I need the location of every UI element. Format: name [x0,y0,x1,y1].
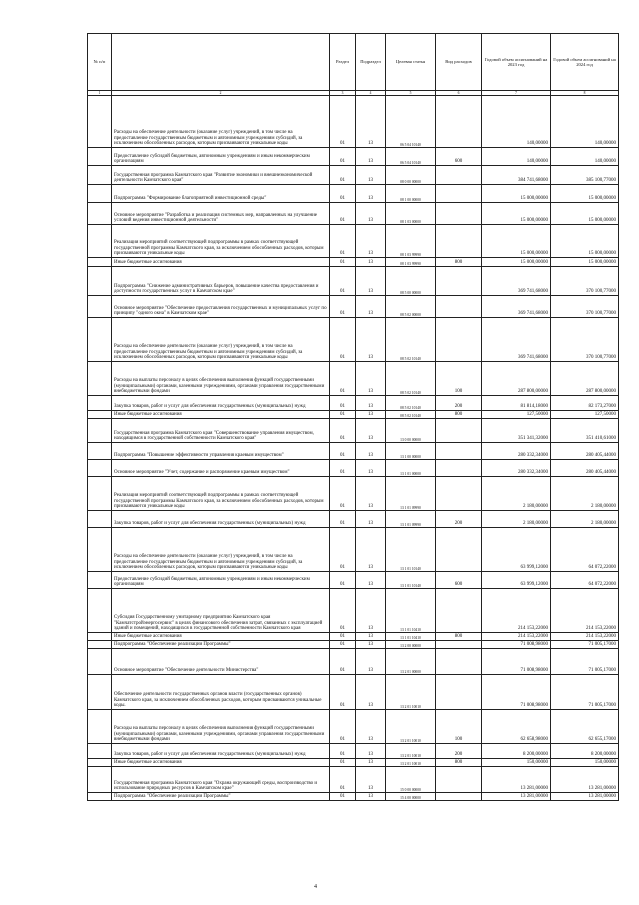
row-razdel: 01 [330,267,356,296]
header-expense-type: Вид расходов [436,34,482,91]
row-number-cell [88,460,112,477]
row-amount-2024: 64 072,22000 [551,528,619,572]
row-number-cell [88,166,112,185]
row-razdel: 01 [330,767,356,793]
row-expense-type: 800 [436,258,482,267]
row-amount-2023: 384 741,68000 [482,166,551,185]
row-expense-type [436,589,482,633]
row-target-article: 08 5 02 00000 [386,296,436,318]
row-amount-2023: 63 999,12000 [482,572,551,589]
row-expense-type: 100 [436,362,482,396]
table-row [88,96,619,148]
page-number: 4 [314,884,317,890]
row-podrazdel: 13 [356,649,386,675]
row-amount-2023: 214 153,22000 [482,589,551,633]
col-index: 3 [330,91,356,96]
row-expense-type [436,185,482,203]
table-row [88,793,619,801]
row-number-cell [88,267,112,296]
table-row [88,572,619,589]
row-amount-2024: 15 000,00000 [551,185,619,203]
header-name [112,34,330,91]
row-name: Государственная программа Камчатского края "Охрана окружающей среды, воспроизводство и использование природных ресурсов в Камчатском крае" [112,767,330,793]
row-target-article: 13 2 00 00000 [386,641,436,649]
row-podrazdel: 13 [356,759,386,767]
table-body [88,34,619,801]
row-amount-2024: 13 281,00000 [551,767,619,793]
row-razdel: 01 [330,641,356,649]
row-amount-2023: 369 741,68000 [482,267,551,296]
row-razdel: 01 [330,185,356,203]
row-amount-2024: 370 100,77000 [551,296,619,318]
row-amount-2023: 150,00000 [482,759,551,767]
row-podrazdel: 13 [356,203,386,225]
row-podrazdel: 13 [356,793,386,801]
row-target-article: 08 1 00 00000 [386,185,436,203]
row-amount-2023: 2 180,00000 [482,511,551,528]
header-target-article: Целевая статья [386,34,436,91]
row-expense-type [436,296,482,318]
row-podrazdel: 13 [356,96,386,148]
row-amount-2024: 71 005,17000 [551,649,619,675]
row-razdel: 01 [330,396,356,411]
table-row [88,318,619,362]
row-amount-2023: 63 999,12000 [482,528,551,572]
table-row [88,411,619,419]
row-expense-type [436,460,482,477]
row-target-article: 08 0 00 00000 [386,166,436,185]
row-podrazdel: 13 [356,443,386,460]
row-target-article: 13 1 01 09990 [386,511,436,528]
row-number-cell [88,362,112,396]
row-amount-2024: 214 153,22000 [551,633,619,641]
row-amount-2024: 214 153,22000 [551,589,619,633]
header-num: № п/п [88,34,112,91]
col-index: 7 [482,91,551,96]
row-number-cell [88,477,112,511]
row-podrazdel: 13 [356,572,386,589]
row-podrazdel: 13 [356,477,386,511]
row-razdel: 01 [330,589,356,633]
row-podrazdel: 13 [356,267,386,296]
row-amount-2024: 15 000,00000 [551,225,619,258]
row-name: Основное мероприятие "Разработка и реализация системных мер, направленных на улучшение условий ведения инвестиционной деятельности" [112,203,330,225]
row-amount-2023: 81 814,18000 [482,396,551,411]
row-amount-2023: 15 000,00000 [482,225,551,258]
row-name: Подпрограмма "Формирование благоприятной инвестиционной среды" [112,185,330,203]
row-name: Основное мероприятие "Обеспечение предоставления государственных и муниципальных услуг по принципу "одного окна" в Камчатском крае" [112,296,330,318]
row-expense-type [436,318,482,362]
row-amount-2024: 15 000,00000 [551,258,619,267]
row-amount-2023: 140,00000 [482,148,551,166]
table-row [88,710,619,744]
row-amount-2024: 13 281,00000 [551,793,619,801]
row-amount-2024: 71 005,17000 [551,641,619,649]
row-razdel: 01 [330,759,356,767]
row-razdel: 01 [330,225,356,258]
row-podrazdel: 13 [356,511,386,528]
row-target-article: 13 1 01 10410 [386,589,436,633]
row-target-article: 08 5 00 00000 [386,267,436,296]
row-expense-type [436,267,482,296]
row-name: Обеспечение деятельности государственных органов власти (государственных органов) Камчатского края, за исключением обособленных расходов, которым присваиваются уникальные коды. [112,675,330,710]
row-amount-2023: 13 281,00000 [482,767,551,793]
table-row [88,649,619,675]
row-amount-2023: 2 180,00000 [482,477,551,511]
row-expense-type: 600 [436,572,482,589]
row-razdel: 01 [330,793,356,801]
table-row [88,185,619,203]
row-name: Государственная программа Камчатского края "Развитие экономики и внешнеэкономической деятельности Камчатского края" [112,166,330,185]
row-amount-2023: 369 741,68000 [482,296,551,318]
row-amount-2024: 127,50000 [551,411,619,419]
table-row [88,267,619,296]
row-amount-2023: 280 332,34000 [482,443,551,460]
row-expense-type [436,641,482,649]
row-amount-2023: 127,50000 [482,411,551,419]
table-row [88,203,619,225]
row-amount-2023: 15 000,00000 [482,258,551,267]
row-number-cell [88,633,112,641]
row-name: Иные бюджетные ассигнования [112,633,330,641]
row-name: Расходы на выплаты персоналу в целях обеспечения выполнения функций государственными (муниципальными) органами, казенными учреждениями, органами управления государственными внебюджетными фондами [112,362,330,396]
row-razdel: 01 [330,296,356,318]
row-amount-2023: 15 000,00000 [482,203,551,225]
row-podrazdel: 13 [356,710,386,744]
table-row [88,744,619,759]
row-target-article: 13 1 01 10140 [386,572,436,589]
row-number-cell [88,793,112,801]
row-amount-2023: 71 008,98000 [482,675,551,710]
row-name: Иные бюджетные ассигнования [112,759,330,767]
row-target-article: 15 4 00 00000 [386,793,436,801]
row-amount-2024: 64 072,22000 [551,572,619,589]
row-target-article: 08 1 03 99990 [386,258,436,267]
row-razdel: 01 [330,96,356,148]
row-razdel: 01 [330,166,356,185]
table-row [88,362,619,396]
row-amount-2024: 71 005,17000 [551,675,619,710]
row-number-cell [88,641,112,649]
row-name: Закупка товаров, работ и услуг для обеспечения государственных (муниципальных) нужд [112,511,330,528]
row-amount-2023: 280 332,34000 [482,460,551,477]
row-name: Подпрограмма "Повышение эффективности управления краевым имуществом" [112,443,330,460]
row-number-cell [88,396,112,411]
row-podrazdel: 13 [356,744,386,759]
row-name: Подпрограмма "Обеспечение реализации Программы" [112,641,330,649]
row-amount-2024: 385 100,77000 [551,166,619,185]
row-name: Иные бюджетные ассигнования [112,411,330,419]
row-amount-2023: 369 741,68000 [482,318,551,362]
row-name: Иные бюджетные ассигнования [112,258,330,267]
row-razdel: 01 [330,744,356,759]
row-number-cell [88,258,112,267]
row-podrazdel: 13 [356,318,386,362]
table-row [88,767,619,793]
row-podrazdel: 13 [356,148,386,166]
row-name: Предоставление субсидий бюджетным, автономным учреждениям и иным некоммерческим организациям [112,148,330,166]
table-row [88,528,619,572]
col-index: 1 [88,91,112,96]
row-name: Основное мероприятие "Обеспечение деятельности Министерства" [112,649,330,675]
row-expense-type: 100 [436,710,482,744]
header-razdel: Раздел [330,34,356,91]
table-row [88,759,619,767]
row-expense-type [436,203,482,225]
row-expense-type: 800 [436,633,482,641]
table-row [88,166,619,185]
col-index: 5 [386,91,436,96]
row-name: Основное мероприятие "Учет, содержание и распоряжение краевым имуществом" [112,460,330,477]
row-podrazdel: 13 [356,296,386,318]
row-razdel: 01 [330,528,356,572]
row-expense-type: 200 [436,396,482,411]
table-row [88,589,619,633]
row-podrazdel: 13 [356,641,386,649]
row-number-cell [88,572,112,589]
row-name: Реализация мероприятий соответствующей подпрограммы в рамках соответствующей государственной программы Камчатского края, за исключением обособленных расходов, которым присваиваются уникальные коды [112,225,330,258]
row-name: Подпрограмма "Снижение административных барьеров, повышение качества предоставления и доступности государственных услуг в Камчатском крае" [112,267,330,296]
row-expense-type [436,649,482,675]
row-number-cell [88,744,112,759]
row-target-article: 06 5 04 10140 [386,148,436,166]
row-number-cell [88,225,112,258]
row-amount-2024: 140,00000 [551,96,619,148]
row-amount-2024: 150,00000 [551,759,619,767]
row-target-article: 13 2 01 10010 [386,744,436,759]
row-name: Закупка товаров, работ и услуг для обеспечения государственных (муниципальных) нужд [112,396,330,411]
col-index: 4 [356,91,386,96]
row-razdel: 01 [330,362,356,396]
table-row [88,460,619,477]
row-number-cell [88,767,112,793]
row-razdel: 01 [330,649,356,675]
row-number-cell [88,443,112,460]
row-number-cell [88,649,112,675]
row-podrazdel: 13 [356,166,386,185]
row-podrazdel: 13 [356,362,386,396]
row-name: Расходы на выплаты персоналу в целях обеспечения выполнения функций государственными (муниципальными) органами, казенными учреждениями, органами управления государственными внебюджетными фондами [112,710,330,744]
row-podrazdel: 13 [356,589,386,633]
row-razdel: 01 [330,411,356,419]
row-target-article: 13 1 01 10140 [386,528,436,572]
row-podrazdel: 13 [356,675,386,710]
row-number-cell [88,710,112,744]
row-podrazdel: 13 [356,528,386,572]
row-amount-2024: 287 800,00000 [551,362,619,396]
table-row [88,633,619,641]
row-expense-type [436,225,482,258]
col-index: 2 [112,91,330,96]
row-target-article: 08 5 02 10140 [386,411,436,419]
row-amount-2024: 351 410,61000 [551,419,619,443]
row-number-cell [88,185,112,203]
row-expense-type [436,96,482,148]
row-amount-2024: 82 173,27000 [551,396,619,411]
row-expense-type: 200 [436,744,482,759]
header-row [88,34,619,91]
row-amount-2024: 280 405,44000 [551,443,619,460]
row-number-cell [88,148,112,166]
row-amount-2024: 370 100,77000 [551,318,619,362]
header-podrazdel: Подраздел [356,34,386,91]
row-number-cell [88,203,112,225]
row-razdel: 01 [330,511,356,528]
row-name: Подпрограмма "Обеспечение реализации Программы" [112,793,330,801]
row-target-article: 08 5 02 10140 [386,362,436,396]
table-row [88,443,619,460]
header-2023: Годовой объем ассигнований на 2023 год [482,34,551,91]
row-name: Субсидия Государственному унитарному предприятию Камчатского края "Камчатстройэнергосервис" в целях финансового обеспечения затрат, связанных с эксплуатацией зданий и помещений, находящихся в государственной собственности Камчатского края [112,589,330,633]
row-razdel: 01 [330,675,356,710]
row-target-article: 13 1 00 00000 [386,443,436,460]
row-amount-2023: 71 008,98000 [482,649,551,675]
row-amount-2023: 287 800,00000 [482,362,551,396]
table-row [88,396,619,411]
row-number-cell [88,528,112,572]
table-row [88,641,619,649]
row-amount-2023: 71 008,98000 [482,641,551,649]
row-amount-2023: 351 341,32000 [482,419,551,443]
row-number-cell [88,96,112,148]
row-razdel: 01 [330,477,356,511]
row-amount-2023: 140,00000 [482,96,551,148]
row-name: Предоставление субсидий бюджетным, автономным учреждениям и иным некоммерческим организациям [112,572,330,589]
row-expense-type [436,166,482,185]
row-target-article: 08 1 03 00000 [386,203,436,225]
row-expense-type [436,477,482,511]
row-expense-type [436,675,482,710]
row-podrazdel: 13 [356,258,386,267]
row-name: Расходы на обеспечение деятельности (оказание услуг) учреждений, в том числе на предоставление государственным бюджетным и автономным учреждениям субсидий, за исключением обособленных расходов, которым присваиваются уникальные коды [112,528,330,572]
row-target-article: 13 0 00 00000 [386,419,436,443]
row-amount-2023: 15 000,00000 [482,185,551,203]
row-amount-2024: 8 200,00000 [551,744,619,759]
row-expense-type [436,767,482,793]
row-expense-type [436,419,482,443]
row-target-article: 13 1 01 09990 [386,477,436,511]
row-razdel: 01 [330,419,356,443]
row-expense-type [436,443,482,460]
row-expense-type: 800 [436,759,482,767]
row-target-article: 13 1 01 00000 [386,460,436,477]
budget-table [87,33,619,801]
table-row [88,675,619,710]
row-target-article: 13 1 01 10410 [386,633,436,641]
row-amount-2024: 2 180,00000 [551,511,619,528]
row-amount-2024: 15 000,00000 [551,203,619,225]
row-amount-2023: 62 658,98000 [482,710,551,744]
row-target-article: 08 5 02 10140 [386,318,436,362]
row-podrazdel: 13 [356,411,386,419]
row-number-cell [88,511,112,528]
row-expense-type: 600 [436,148,482,166]
row-razdel: 01 [330,443,356,460]
row-target-article: 06 5 04 10140 [386,96,436,148]
row-amount-2024: 280 405,44000 [551,460,619,477]
row-target-article: 08 5 02 10140 [386,396,436,411]
row-amount-2023: 8 200,00000 [482,744,551,759]
row-target-article: 13 2 01 10010 [386,759,436,767]
row-name: Закупка товаров, работ и услуг для обеспечения государственных (муниципальных) нужд [112,744,330,759]
table-row [88,419,619,443]
row-number-cell [88,296,112,318]
row-razdel: 01 [330,318,356,362]
row-razdel: 01 [330,258,356,267]
row-razdel: 01 [330,710,356,744]
row-amount-2023: 214 153,22000 [482,633,551,641]
row-razdel: 01 [330,203,356,225]
header-2024: Годовой объем ассигнований на 2024 год [551,34,619,91]
row-name: Государственная программа Камчатского края "Совершенствование управления имуществом, находящимся в государственной собственности Камчатского края" [112,419,330,443]
row-amount-2024: 140,00000 [551,148,619,166]
row-amount-2023: 13 281,00000 [482,793,551,801]
table-row [88,477,619,511]
row-name: Расходы на обеспечение деятельности (оказание услуг) учреждений, в том числе на предоставление государственным бюджетным и автономным учреждениям субсидий, за исключением обособленных расходов, которым присваиваются уникальные коды [112,96,330,148]
row-expense-type: 200 [436,511,482,528]
row-number-cell [88,318,112,362]
row-target-article: 13 2 01 10010 [386,710,436,744]
row-target-article: 08 1 03 99990 [386,225,436,258]
row-expense-type [436,793,482,801]
table-row [88,296,619,318]
row-podrazdel: 13 [356,185,386,203]
row-razdel: 01 [330,572,356,589]
row-podrazdel: 13 [356,633,386,641]
row-razdel: 01 [330,148,356,166]
col-index: 6 [436,91,482,96]
table-row [88,511,619,528]
table-row [88,225,619,258]
row-number-cell [88,411,112,419]
row-podrazdel: 13 [356,225,386,258]
row-number-cell [88,759,112,767]
row-amount-2024: 2 180,00000 [551,477,619,511]
row-target-article: 13 2 01 00000 [386,649,436,675]
row-razdel: 01 [330,633,356,641]
row-target-article: 15 0 00 00000 [386,767,436,793]
row-target-article: 13 2 01 10010 [386,675,436,710]
col-index: 8 [551,91,619,96]
row-amount-2024: 370 100,77000 [551,267,619,296]
row-podrazdel: 13 [356,396,386,411]
row-amount-2024: 62 655,17000 [551,710,619,744]
row-name: Расходы на обеспечение деятельности (оказание услуг) учреждений, в том числе на предоставление государственным бюджетным и автономным учреждениям субсидий, за исключением обособленных расходов, которым присваиваются уникальные коды [112,318,330,362]
table-row [88,148,619,166]
row-expense-type: 800 [436,411,482,419]
row-name: Реализация мероприятий соответствующей подпрограммы в рамках соответствующей государственной программы Камчатского края, за исключением обособленных расходов, которым присваиваются уникальные коды [112,477,330,511]
row-razdel: 01 [330,460,356,477]
row-expense-type [436,528,482,572]
row-podrazdel: 13 [356,767,386,793]
table-row [88,258,619,267]
row-number-cell [88,675,112,710]
row-number-cell [88,419,112,443]
row-podrazdel: 13 [356,419,386,443]
row-podrazdel: 13 [356,460,386,477]
row-number-cell [88,589,112,633]
